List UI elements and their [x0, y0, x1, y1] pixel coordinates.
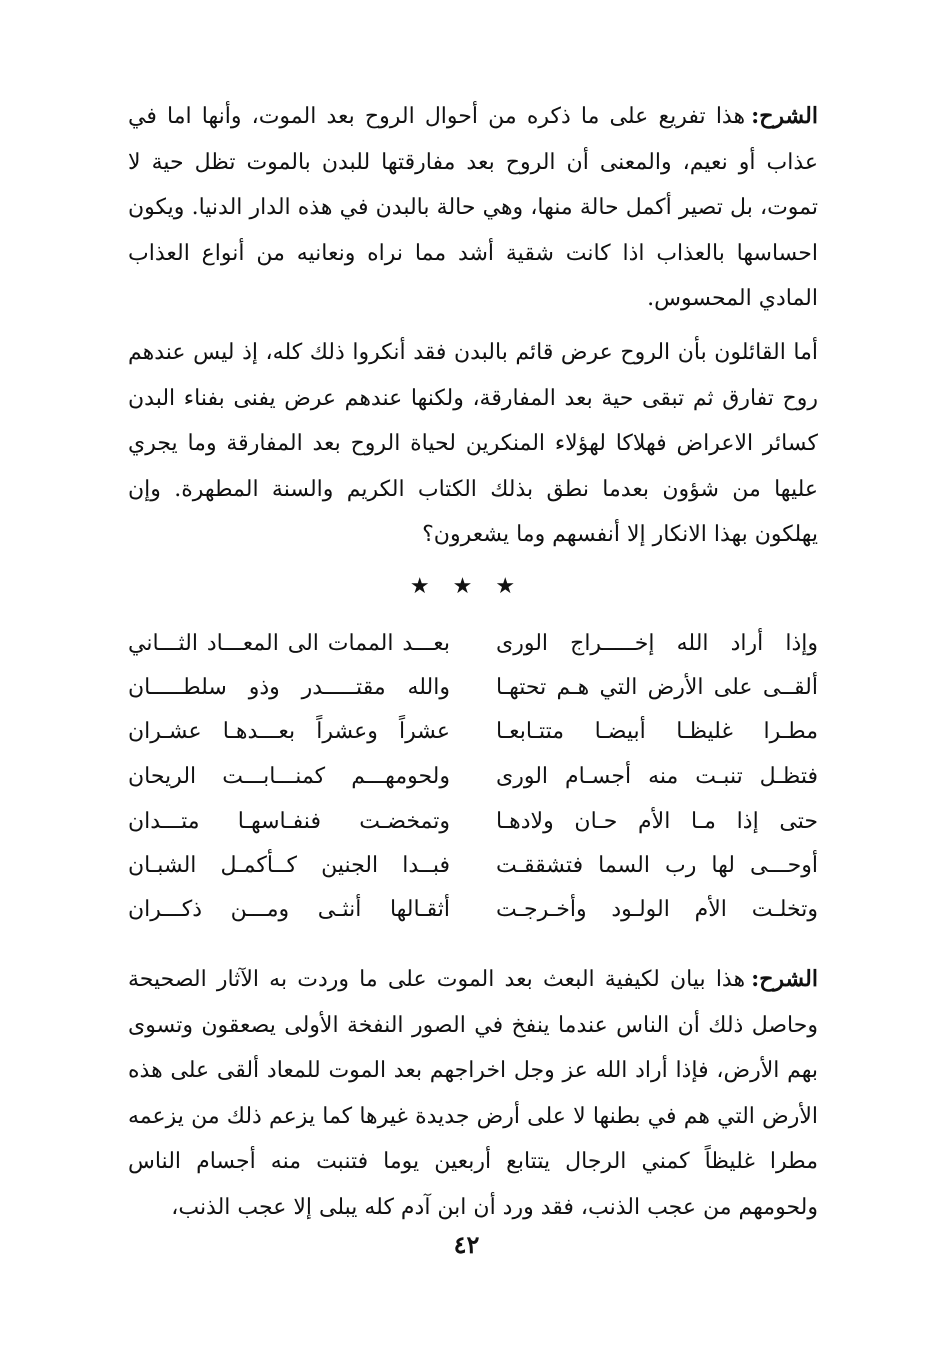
- poem-block: [128, 622, 818, 942]
- verse-second-hemistich: عشراً وعشراً بعـــدهـا عشـران: [128, 719, 450, 744]
- commentary-text: هذا تفريع على ما ذكره من أحوال الروح بعد الموت، وأنها اما في عذاب أو نعيم، والمعنى أن الروح بعد مفارقتها للبدن بالموت تظل حية لا تموت، بل تصير أكمل حالة منها، وهي حالة بالبدن في هذه الدار الدنيا. ويكون احساسها بالعذاب اذا كانت شقية أشد مما نراه ونعانيه من أنواع العذاب المادي المحسوس.: [128, 104, 818, 311]
- verse-first-hemistich: ألقــى على الأرض التي هـم تحتهـا: [496, 675, 818, 700]
- poem-verse: [128, 666, 818, 710]
- poem-verse: [128, 710, 818, 754]
- verse-second-hemistich: فبــدا الجنين كــأكمـل الشبـان: [128, 853, 450, 878]
- commentary-label: الشرح:: [751, 966, 818, 992]
- page-number: ٤٢: [453, 1230, 480, 1259]
- verse-second-hemistich: ولحومهـــم كمنـــابـــت الريحان: [128, 764, 450, 789]
- verse-second-hemistich: والله مقتـــــدر وذو سلطـــــان: [128, 675, 450, 700]
- rebuttal-text: أما القائلون بأن الروح عرض قائم بالبدن فقد أنكروا ذلك كله، إذ ليس عندهم روح تفارق ثم تبقى حية بعد المفارقة، ولكنها عندهم عرض يفنى بفناء البدن كسائر الاعراض فهلاكا لهؤلاء المنكرين لحياة الروح بعد المفارقة وما يجري عليها من شؤون بعدما نطق بذلك الكتاب الكريم والسنة المطهرة. وإن يهلكون بهذا الانكار إلا أنفسهم وما يشعرون؟: [128, 340, 818, 547]
- poem-verse: [128, 622, 818, 666]
- verse-first-hemistich: مطـرا غليظـا أبيضـا متتـابعـا: [496, 719, 818, 744]
- verse-second-hemistich: أثقـالها أنثـى ومـــن ذكـــران: [128, 897, 450, 922]
- verse-first-hemistich: حتى إذا مـا الأم حـان ولادهـا: [496, 809, 818, 834]
- verse-second-hemistich: بعـــد الممات الى المعـــاد الثـــاني: [128, 631, 450, 656]
- commentary-paragraph-2: [128, 957, 818, 1230]
- verse-first-hemistich: وتخلـت الأم الولـود وأخـرجـت: [496, 897, 818, 922]
- rebuttal-paragraph: [128, 330, 818, 558]
- verse-first-hemistich: أوحـــى لها رب السما فتشققـت: [496, 853, 818, 878]
- poem-verse: [128, 888, 818, 932]
- poem-verse: [128, 800, 818, 844]
- poem-verse: [128, 755, 818, 799]
- commentary-paragraph-1: [128, 94, 818, 322]
- section-separator: ★ ★ ★: [409, 574, 524, 599]
- verse-first-hemistich: فتظـل تنبـت منه أجسـام الورى: [496, 764, 818, 789]
- commentary-label: الشرح:: [751, 103, 818, 129]
- verse-second-hemistich: وتمخضـت فنفـاسهـا متـــدان: [128, 809, 450, 834]
- poem-verse: [128, 844, 818, 888]
- commentary-text: هذا بيان لكيفية البعث بعد الموت على ما وردت به الآثار الصحيحة وحاصل ذلك أن الناس عندما ينفخ في الصور النفخة الأولى يصعقون وتسوى بهم الأرض، فإذا أراد الله عز وجل اخراجهم بعد الموت للمعاد ألقى على هذه الأرض التي هم في بطنها لا على أرض جديدة غيرها كما يزعم ذلك من يزعمه مطرا غليظاً كمني الرجال يتتابع أربعين يوما فتنبت منه أجسام الناس ولحومهم من عجب الذنب، فقد ورد أن ابن آدم كله يبلى إلا عجب الذنب،: [128, 967, 818, 1220]
- verse-first-hemistich: وإذا أراد الله إخـــــراج الورى: [496, 631, 818, 656]
